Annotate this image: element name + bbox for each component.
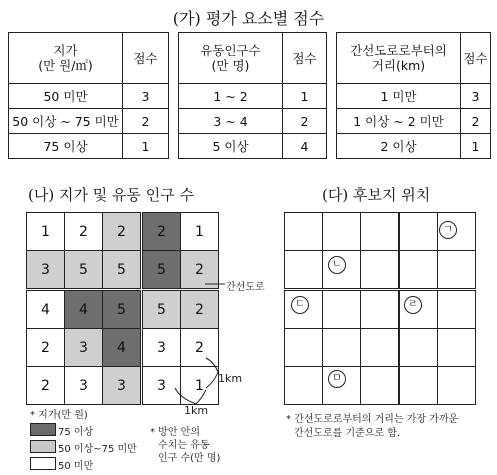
candidate-grid-cell bbox=[438, 367, 476, 405]
footnote-line-1: * 간선도로로부터의 거리는 가장 가까운 bbox=[286, 414, 459, 425]
land-score-header: 점수 bbox=[123, 33, 169, 84]
candidate-grid-cell bbox=[285, 213, 323, 251]
pop-range: 3 ~ 4 bbox=[179, 109, 283, 134]
legend-title: * 지가(만 원) bbox=[30, 410, 88, 421]
grid-cell: 2 bbox=[181, 251, 219, 289]
legend-label-high: 75 이상 bbox=[58, 427, 94, 438]
land-price-header: 지가 (만 원/㎡) bbox=[9, 33, 123, 84]
grid-cell: 4 bbox=[27, 291, 65, 329]
candidate-marker-giyeok: ㄱ bbox=[439, 221, 457, 239]
grid-cell: 5 bbox=[103, 251, 141, 289]
grid-cell: 3 bbox=[143, 329, 181, 367]
dist-score: 2 bbox=[461, 109, 491, 134]
title-b: (나) 지가 및 유동 인구 수 bbox=[28, 186, 194, 204]
land-range: 50 이상 ~ 75 미만 bbox=[9, 109, 123, 134]
grid-cell: 4 bbox=[103, 329, 141, 367]
title-a: (가) 평가 요소별 점수 bbox=[172, 9, 325, 28]
grid-cell: 1 bbox=[181, 367, 219, 405]
km-right-label: 1km bbox=[218, 372, 243, 385]
grid-cell: 5 bbox=[103, 291, 141, 329]
candidate-grid-cell bbox=[323, 213, 361, 251]
candidate-grid-cell bbox=[285, 367, 323, 405]
grid-cell: 5 bbox=[143, 291, 181, 329]
candidate-grid-cell bbox=[438, 329, 476, 367]
grid-cell: 2 bbox=[27, 329, 65, 367]
candidate-grid-cell bbox=[361, 367, 399, 405]
candidate-grid-cell bbox=[361, 291, 399, 329]
grid-cell: 3 bbox=[65, 367, 103, 405]
candidate-grid-cell bbox=[285, 329, 323, 367]
grid-cell: 4 bbox=[65, 291, 103, 329]
grid-cell: 2 bbox=[103, 213, 141, 251]
candidate-grid-cell bbox=[323, 291, 361, 329]
pop-score: 1 bbox=[283, 84, 327, 109]
grid-cell: 3 bbox=[65, 329, 103, 367]
land-score: 1 bbox=[123, 134, 169, 159]
candidate-grid-cell bbox=[361, 213, 399, 251]
population-header: 유동인구수 (만 명) bbox=[179, 33, 283, 84]
candidate-marker-rieul: ㄹ bbox=[404, 296, 422, 314]
grid-cell: 3 bbox=[27, 251, 65, 289]
pop-score: 2 bbox=[283, 109, 327, 134]
candidate-grid-cell bbox=[400, 367, 438, 405]
candidate-grid-cell bbox=[400, 213, 438, 251]
footnote-line-2: 간선도로를 기준으로 함. bbox=[294, 428, 401, 439]
dist-score: 3 bbox=[461, 84, 491, 109]
candidate-marker-digeut: ㄷ bbox=[291, 296, 309, 314]
legend-swatch-low bbox=[30, 457, 56, 470]
grid-cell: 3 bbox=[103, 367, 141, 405]
legend-note-3: 인구 수(만 명) bbox=[158, 453, 221, 464]
legend-swatch-mid bbox=[30, 440, 56, 453]
distance-score-header: 점수 bbox=[461, 33, 491, 84]
candidate-grid-cell bbox=[361, 251, 399, 289]
pop-range: 5 이상 bbox=[179, 134, 283, 159]
grid-cell: 5 bbox=[143, 251, 181, 289]
distance-header: 간선도로로부터의 거리(km) bbox=[337, 33, 461, 84]
candidate-grid-cell bbox=[438, 291, 476, 329]
candidate-grid-cell bbox=[438, 251, 476, 289]
legend-note-1: * 방안 안의 bbox=[150, 427, 200, 438]
title-c: (다) 후보지 위치 bbox=[322, 186, 431, 204]
candidate-grid-cell bbox=[400, 251, 438, 289]
dist-score: 1 bbox=[461, 134, 491, 159]
grid-cell: 3 bbox=[143, 367, 181, 405]
grid-cell: 2 bbox=[181, 291, 219, 329]
candidate-grid-block bbox=[284, 212, 399, 289]
dist-range: 2 이상 bbox=[337, 134, 461, 159]
grid-cell: 2 bbox=[143, 213, 181, 251]
candidate-grid-cell bbox=[361, 329, 399, 367]
land-score: 3 bbox=[123, 84, 169, 109]
road-label: 간선도로 bbox=[226, 282, 265, 293]
population-score-header: 점수 bbox=[283, 33, 327, 84]
grid-cell: 1 bbox=[27, 213, 65, 251]
legend-label-mid: 50 이상~75 미만 bbox=[58, 444, 137, 455]
candidate-marker-mieum: ㅁ bbox=[328, 370, 346, 388]
pop-score: 4 bbox=[283, 134, 327, 159]
candidate-grid-block bbox=[399, 212, 476, 289]
grid-cell: 1 bbox=[181, 213, 219, 251]
land-range: 50 미만 bbox=[9, 84, 123, 109]
grid-cell: 2 bbox=[181, 329, 219, 367]
land-score: 2 bbox=[123, 109, 169, 134]
candidate-grid-cell bbox=[400, 329, 438, 367]
grid-cell: 2 bbox=[27, 367, 65, 405]
candidate-grid-cell bbox=[285, 251, 323, 289]
km-bottom-label: 1km bbox=[184, 404, 209, 417]
legend-swatch-high bbox=[30, 423, 56, 436]
dist-range: 1 미만 bbox=[337, 84, 461, 109]
dist-range: 1 이상 ~ 2 미만 bbox=[337, 109, 461, 134]
legend-note-2: 수치는 유동 bbox=[158, 440, 210, 451]
candidate-grid-cell bbox=[323, 329, 361, 367]
pop-range: 1 ~ 2 bbox=[179, 84, 283, 109]
legend-label-low: 50 미만 bbox=[58, 461, 94, 472]
grid-cell: 5 bbox=[65, 251, 103, 289]
land-range: 75 이상 bbox=[9, 134, 123, 159]
grid-cell: 2 bbox=[65, 213, 103, 251]
candidate-marker-nieun: ㄴ bbox=[328, 256, 346, 274]
